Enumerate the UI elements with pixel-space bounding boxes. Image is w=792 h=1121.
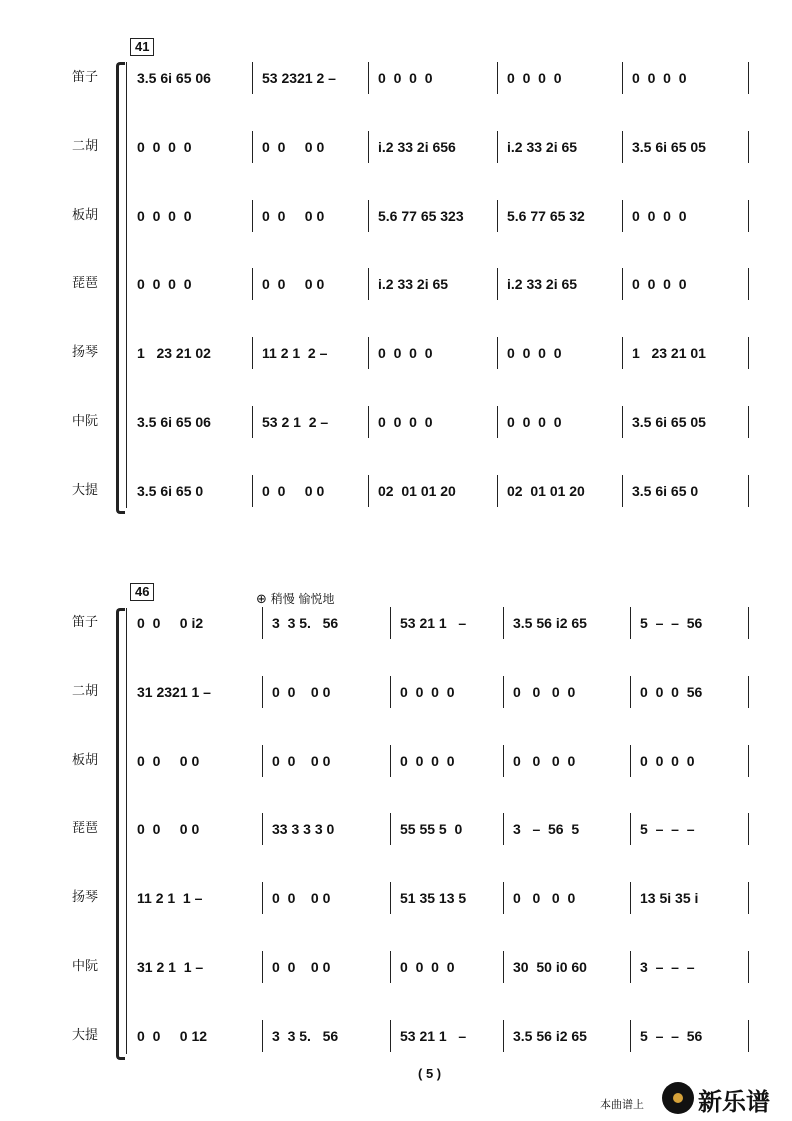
measure-notes: 3 – 56 5 — [513, 821, 580, 838]
barline — [262, 1020, 263, 1052]
measure-notes: 0 0 0 0 — [378, 414, 433, 430]
barline — [497, 475, 498, 507]
barline — [503, 607, 504, 639]
barline — [630, 951, 631, 983]
barline — [252, 268, 253, 300]
barline — [622, 475, 623, 507]
barline — [622, 62, 623, 94]
barline — [622, 406, 623, 438]
barline — [748, 813, 749, 845]
barline — [748, 62, 749, 94]
measure-notes: 0 0 0 0 — [640, 752, 695, 769]
measure-notes: 53 2 1 2 – — [262, 414, 329, 430]
barline — [748, 268, 749, 300]
barline — [503, 951, 504, 983]
instrument-label: 琵琶 — [72, 276, 99, 292]
record-logo-icon — [662, 1082, 694, 1114]
measure-notes: 5 – – 56 — [640, 615, 703, 631]
instrument-label: 中阮 — [72, 959, 99, 974]
measure-notes: 0 0 0 0 — [262, 207, 325, 224]
instrument-label: 二胡 — [72, 683, 99, 699]
barline — [748, 676, 749, 708]
barline — [390, 745, 391, 777]
barline — [252, 475, 253, 507]
measure-notes: 0 0 0 0 — [400, 959, 455, 975]
barline — [622, 200, 623, 232]
barline — [368, 475, 369, 507]
measure-notes: 3.5 6i 65 06 — [137, 70, 211, 86]
barline — [390, 1020, 391, 1052]
instrument-label: 板胡 — [72, 752, 99, 768]
barline — [390, 813, 391, 845]
barline — [390, 882, 391, 914]
barline — [262, 951, 263, 983]
measure-notes: 0 0 0 0 — [513, 890, 576, 907]
barline — [252, 337, 253, 369]
instrument-label: 笛子 — [72, 615, 99, 630]
measure-notes: i.2 33 2i 656 — [378, 138, 456, 155]
measure-notes: 13 5i 35 i — [640, 890, 699, 907]
barline — [368, 268, 369, 300]
measure-notes: 30 50 i0 60 — [513, 959, 587, 975]
measure-notes: 0 0 0 0 — [262, 482, 325, 499]
measure-notes: 0 0 0 0 — [137, 207, 192, 224]
instrument-label: 中阮 — [72, 414, 99, 429]
barline — [252, 62, 253, 94]
measure-notes: 3 3 5. 56 — [272, 1027, 339, 1044]
measure-notes: 0 0 0 0 — [400, 683, 455, 700]
barline — [503, 1020, 504, 1052]
barline — [262, 745, 263, 777]
measure-notes: 11 2 1 1 – — [137, 890, 203, 907]
measure-notes: 31 2 1 1 – — [137, 959, 204, 975]
system-bracket — [116, 608, 125, 1060]
measure-notes: 3.5 56 i2 65 — [513, 615, 587, 631]
measure-notes: 51 35 13 5 — [400, 890, 467, 907]
barline — [390, 607, 391, 639]
measure-notes: 53 21 1 – — [400, 1027, 467, 1044]
measure-notes: 53 21 1 – — [400, 615, 467, 631]
barline — [262, 813, 263, 845]
measure-notes: 0 0 0 0 — [378, 345, 433, 362]
measure-notes: 33 3 3 3 0 — [272, 821, 335, 838]
measure-notes: i.2 33 2i 65 — [378, 276, 449, 293]
barline — [497, 200, 498, 232]
measure-notes: 3 3 5. 56 — [272, 615, 339, 631]
barline — [630, 607, 631, 639]
measure-notes: 0 0 0 0 — [507, 345, 562, 362]
system-bracket — [116, 62, 125, 514]
measure-notes: 02 01 01 20 — [378, 482, 456, 499]
barline — [622, 268, 623, 300]
page-number: ( 5 ) — [418, 1066, 442, 1081]
measure-notes: i.2 33 2i 65 — [507, 276, 578, 293]
instrument-label: 板胡 — [72, 207, 99, 223]
barline — [748, 882, 749, 914]
measure-notes: 0 0 0 0 — [137, 752, 200, 769]
measure-notes: 11 2 1 2 – — [262, 345, 328, 362]
measure-notes: 0 0 0 0 — [507, 414, 562, 430]
barline — [262, 676, 263, 708]
barline — [503, 882, 504, 914]
measure-notes: i.2 33 2i 65 — [507, 138, 578, 155]
measure-notes: 53 2321 2 – — [262, 70, 336, 86]
measure-notes: 0 0 0 0 — [632, 276, 687, 293]
system-barline-start — [126, 62, 127, 508]
barline — [630, 745, 631, 777]
measure-number: 41 — [130, 38, 154, 56]
measure-number: 46 — [130, 583, 154, 601]
measure-notes: 0 0 0 0 — [272, 959, 331, 975]
measure-notes: 0 0 0 0 — [400, 752, 455, 769]
measure-notes: 0 0 0 0 — [137, 138, 192, 155]
system-barline-start — [126, 608, 127, 1054]
measure-notes: 0 0 0 0 — [137, 821, 200, 838]
barline — [748, 200, 749, 232]
barline — [497, 406, 498, 438]
measure-notes: 0 0 0 i2 — [137, 615, 204, 631]
measure-notes: 0 0 0 0 — [513, 752, 576, 769]
measure-notes: 3.5 6i 65 06 — [137, 414, 211, 430]
barline — [497, 337, 498, 369]
barline — [630, 813, 631, 845]
barline — [748, 475, 749, 507]
footer-caption: 本曲谱上 — [600, 1098, 644, 1111]
barline — [368, 337, 369, 369]
barline — [630, 1020, 631, 1052]
barline — [748, 131, 749, 163]
barline — [252, 131, 253, 163]
barline — [748, 607, 749, 639]
barline — [622, 131, 623, 163]
barline — [622, 337, 623, 369]
measure-notes: 1 23 21 02 — [137, 345, 211, 362]
measure-notes: 0 0 0 0 — [513, 683, 576, 700]
measure-notes: 3 – – – — [640, 959, 695, 975]
measure-notes: 3.5 56 i2 65 — [513, 1027, 587, 1044]
measure-notes: 0 0 0 0 — [262, 138, 325, 155]
barline — [252, 200, 253, 232]
instrument-label: 琵琶 — [72, 821, 99, 837]
measure-notes: 31 2321 1 – — [137, 683, 211, 700]
measure-notes: 3.5 6i 65 05 — [632, 414, 706, 430]
barline — [748, 406, 749, 438]
instrument-label: 笛子 — [72, 70, 99, 85]
barline — [368, 62, 369, 94]
measure-notes: 0 0 0 0 — [262, 276, 325, 293]
instrument-label: 大提 — [72, 1027, 99, 1043]
barline — [503, 813, 504, 845]
tempo-marking — [256, 590, 335, 607]
barline — [368, 406, 369, 438]
barline — [368, 200, 369, 232]
measure-notes: 0 0 0 0 — [632, 70, 687, 86]
instrument-label: 扬琴 — [72, 890, 99, 906]
barline — [368, 131, 369, 163]
measure-notes: 3.5 6i 65 05 — [632, 138, 706, 155]
barline — [748, 951, 749, 983]
measure-notes: 0 0 0 0 — [378, 70, 433, 86]
barline — [748, 1020, 749, 1052]
measure-notes: 5 – – – — [640, 821, 695, 838]
barline — [503, 745, 504, 777]
coda-icon: ⊕ — [256, 592, 267, 607]
measure-notes: 3.5 6i 65 0 — [632, 482, 699, 499]
measure-notes: 0 0 0 0 — [632, 207, 687, 224]
measure-notes: 0 0 0 0 — [272, 683, 331, 700]
brand-name: 新乐谱 — [698, 1088, 770, 1116]
measure-notes: 0 0 0 0 — [272, 890, 331, 907]
measure-notes: 5 – – 56 — [640, 1027, 703, 1044]
measure-notes: 0 0 0 0 — [507, 70, 562, 86]
barline — [390, 951, 391, 983]
barline — [503, 676, 504, 708]
barline — [497, 268, 498, 300]
barline — [748, 337, 749, 369]
instrument-label: 扬琴 — [72, 345, 99, 361]
barline — [748, 745, 749, 777]
barline — [497, 62, 498, 94]
barline — [497, 131, 498, 163]
measure-notes: 0 0 0 0 — [137, 276, 192, 293]
barline — [252, 406, 253, 438]
measure-notes: 5.6 77 65 32 — [507, 207, 585, 224]
barline — [630, 676, 631, 708]
instrument-label: 二胡 — [72, 138, 99, 154]
barline — [630, 882, 631, 914]
measure-notes: 0 0 0 0 — [272, 752, 331, 769]
barline — [262, 607, 263, 639]
measure-notes: 5.6 77 65 323 — [378, 207, 464, 224]
measure-notes: 55 55 5 0 — [400, 821, 463, 838]
measure-notes: 3.5 6i 65 0 — [137, 482, 204, 499]
tempo-text: 稍慢 愉悦地 — [270, 592, 335, 606]
measure-notes: 02 01 01 20 — [507, 482, 585, 499]
measure-notes: 0 0 0 56 — [640, 683, 703, 700]
measure-notes: 1 23 21 01 — [632, 345, 706, 362]
instrument-label: 大提 — [72, 482, 99, 498]
barline — [390, 676, 391, 708]
barline — [262, 882, 263, 914]
measure-notes: 0 0 0 12 — [137, 1027, 208, 1044]
